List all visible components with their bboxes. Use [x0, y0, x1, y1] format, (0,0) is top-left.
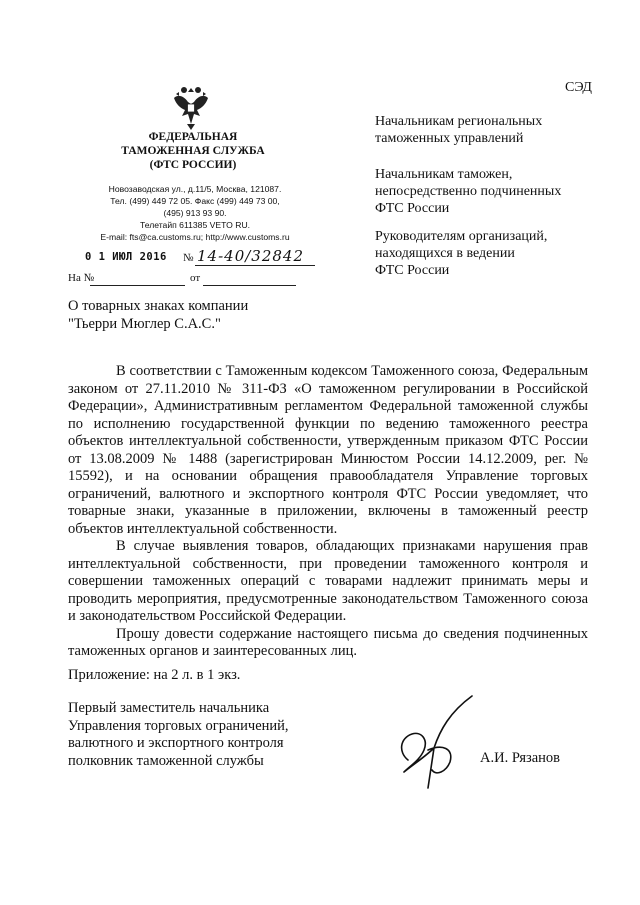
reference-date-label: от [190, 272, 201, 284]
contact-teletype: Телетайп 611385 VETO RU. [139, 220, 251, 230]
addressee-line: непосредственно подчиненных [375, 184, 562, 199]
sed-label: СЭД [565, 80, 592, 95]
organization-contacts [70, 183, 320, 243]
reference-line [68, 272, 298, 288]
organization-name [103, 130, 283, 172]
contact-phone-2: (495) 913 93 90. [163, 208, 227, 218]
addressee-line: Руководителям организаций, [375, 229, 548, 244]
subject-line: О товарных знаках компании [68, 298, 249, 314]
addressee-line: находящихся в ведении [375, 246, 515, 261]
org-name-line: ТАМОЖЕННАЯ СЛУЖБА [121, 145, 265, 157]
reference-number-blank [90, 285, 185, 286]
signatory-title-line: валютного и экспортного контроля [68, 735, 284, 751]
addressee-line: Начальникам таможен, [375, 167, 513, 182]
contact-email: E-mail: fts@ca.customs.ru; http://www.customs.ru [100, 232, 290, 242]
signatory-title-line: полковник таможенной службы [68, 752, 264, 769]
registration-line [85, 247, 315, 267]
subject-line: "Тьерри Мюглер С.А.С." [68, 316, 221, 332]
attachment-note: Приложение: на 2 л. в 1 экз. [68, 667, 241, 683]
signatory-title-line: Первый заместитель начальника [68, 700, 270, 716]
addressee-line: Начальникам региональных [375, 114, 543, 129]
signatory-title [68, 700, 289, 770]
double-headed-eagle-emblem-icon [170, 84, 212, 130]
org-name-line: (ФТС РОССИИ) [149, 159, 237, 171]
handwritten-signature [380, 690, 490, 800]
addressee-block [375, 228, 615, 279]
reference-date-blank [203, 285, 296, 286]
org-name-line: ФЕДЕРАЛЬНАЯ [148, 131, 238, 143]
addressee-line: ФТС России [375, 263, 450, 278]
registration-date-stamp: 0 1 ИЮЛ 2016 [85, 251, 167, 263]
contact-address: Новозаводская ул., д.11/5, Москва, 121087. [108, 184, 282, 194]
contact-phone: Тел. (499) 449 72 05. Факс (499) 449 73 00, [110, 196, 280, 206]
reference-number-label: На № [68, 272, 95, 284]
signer-name: А.И. Рязанов [480, 750, 561, 766]
registration-number: 14-40/32842 [197, 247, 305, 265]
addressee-block [375, 166, 615, 217]
body-paragraph: Прошу довести содержание настоящего письма до сведения подчиненных таможенных органов и заинтересованных лиц. [68, 625, 588, 659]
body-paragraph: В соответствии с Таможенным кодексом Таможенного союза, Федеральным законом от 27.11.2010 № 311-ФЗ «О таможенном регулировании в Российской Федерации», Административным регламентом Федеральной таможенной службы по исполнению государственной функции по ведению таможенного реестра объектов интеллектуальной собственности, утвержденным приказом ФТС России от 13.08.2009 № 1488 (зарегистрирован Минюстом России 14.12.2009, рег. № 15592), и на основании обращения правообладателя Управление торговых ограничений, валютного и экспортного контроля ФТС России уведомляет, что товарные знаки, указанные в приложении, включены в таможенный реестр объектов интеллектуальной собственности. [68, 363, 588, 537]
addressee-block [375, 113, 615, 147]
addressee-line: ФТС России [375, 201, 450, 216]
letter-body [68, 363, 588, 661]
registration-number-label: № [183, 252, 194, 264]
signatory-title-line: Управления торговых ограничений, [68, 717, 289, 734]
body-paragraph: В случае выявления товаров, обладающих признаками нарушения прав интеллектуальной собственности, при проведении таможенного контроля и совершении таможенных операций с товарами надлежит принимать меры и проводить мероприятия, предусмотренные законодательством Таможенного союза и законодательством Российской Федерации. [68, 538, 588, 624]
letter-subject [68, 297, 248, 333]
registration-underline [195, 265, 315, 266]
addressee-line: таможенных управлений [375, 131, 524, 146]
